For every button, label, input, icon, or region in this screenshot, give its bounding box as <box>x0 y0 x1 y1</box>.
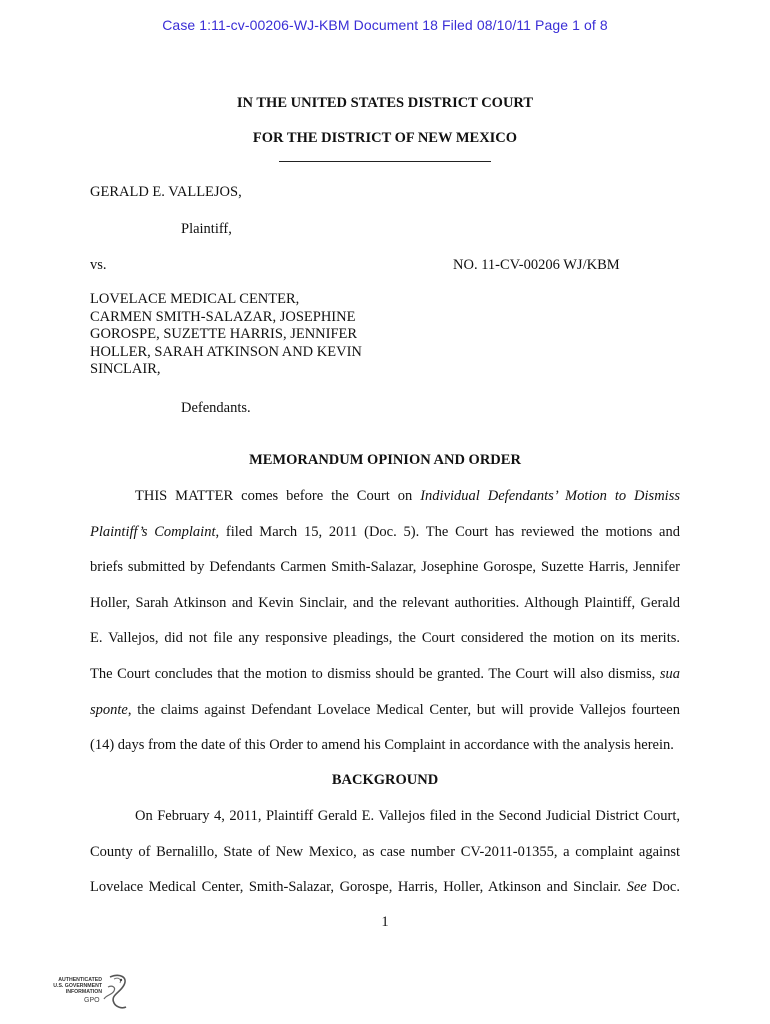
citation-signal-italic: See <box>626 879 647 896</box>
paragraph-line <box>90 515 680 551</box>
caption-divider <box>279 161 491 162</box>
text-run: Lovelace Medical Center, Smith-Salazar, Gorospe, Harris, Holler, Atkinson and Sinclair. <box>90 879 627 896</box>
defendant-line: HOLLER, SARAH ATKINSON AND KEVIN <box>90 343 362 360</box>
text-run: Doc. <box>646 879 680 896</box>
defendant-line: CARMEN SMITH-SALAZAR, JOSEPHINE <box>90 308 356 325</box>
page-number: 1 <box>381 914 389 930</box>
opinion-paragraph-2 <box>90 799 680 906</box>
paragraph-line <box>90 479 680 515</box>
text-run: , the claims against Defendant Lovelace Medical Center, but will provide Vallejos fourteen <box>127 701 680 718</box>
motion-title-italic: Individual Defendants’ Motion to Dismiss <box>420 488 680 504</box>
paragraph-line: (14) days from the date of this Order to amend his Complaint in accordance with the analysis herein. <box>90 737 674 754</box>
paragraph-line <box>90 693 680 729</box>
defendant-line: LOVELACE MEDICAL CENTER, <box>90 291 300 307</box>
paragraph-line: County of Bernalillo, State of New Mexico, as case number CV-2011-01355, a complaint against <box>90 843 680 860</box>
document-header-stamp: Case 1:11-cv-00206-WJ-KBM Document 18 Filed 08/10/11 Page 1 of 8 <box>162 17 608 33</box>
seal-text-line: INFORMATION <box>65 989 102 996</box>
court-name: IN THE UNITED STATES DISTRICT COURT <box>236 95 534 111</box>
plaintiff-role: Plaintiff, <box>181 221 232 237</box>
text-run: The Court concludes that the motion to dismiss should be granted. The Court will also dismiss, <box>90 665 660 682</box>
seal-text-line: AUTHENTICATED <box>58 977 102 983</box>
versus-label: vs. <box>90 257 107 273</box>
opinion-paragraph-1 <box>90 479 680 764</box>
paragraph-line: Holler, Sarah Atkinson and Kevin Sinclair, and the relevant authorities. Although Plaintiff, Gerald <box>90 594 680 611</box>
paragraph-line: On February 4, 2011, Plaintiff Gerald E. Vallejos filed in the Second Judicial District Court, <box>135 808 680 824</box>
text-run: , filed March 15, 2011 (Doc. 5). The Court has reviewed the motions and <box>215 523 680 540</box>
defendant-line: GOROSPE, SUZETTE HARRIS, JENNIFER <box>90 326 358 342</box>
court-district: FOR THE DISTRICT OF NEW MEXICO <box>252 130 518 146</box>
motion-title-italic: Plaintiff’s Complaint <box>90 523 216 540</box>
memorandum-title: MEMORANDUM OPINION AND ORDER <box>249 452 521 468</box>
plaintiff-name: GERALD E. VALLEJOS, <box>90 184 242 200</box>
paragraph-line: E. Vallejos, did not file any responsive pleadings, the Court considered the motion on its merits. <box>90 630 680 647</box>
case-number: NO. 11-CV-00206 WJ/KBM <box>453 257 620 273</box>
seal-text-line: U.S. GOVERNMENT <box>53 983 102 990</box>
background-heading: BACKGROUND <box>331 772 439 788</box>
latin-term-italic: sua <box>659 665 680 682</box>
paragraph-line <box>90 657 680 693</box>
eagle-seal-icon <box>44 971 134 1013</box>
text-run: THIS MATTER comes before the Court on <box>135 488 421 504</box>
paragraph-line: briefs submitted by Defendants Carmen Smith-Salazar, Josephine Gorospe, Suzette Harris, Jennifer <box>90 559 680 576</box>
gpo-authentication-seal <box>44 971 134 1013</box>
latin-term-italic: sponte <box>90 701 128 718</box>
gpo-mark: GPO <box>84 997 100 1004</box>
paragraph-line <box>90 870 680 906</box>
defendant-line: SINCLAIR, <box>90 361 161 377</box>
defendants-role: Defendants. <box>181 400 251 416</box>
defendants-list <box>90 291 362 379</box>
